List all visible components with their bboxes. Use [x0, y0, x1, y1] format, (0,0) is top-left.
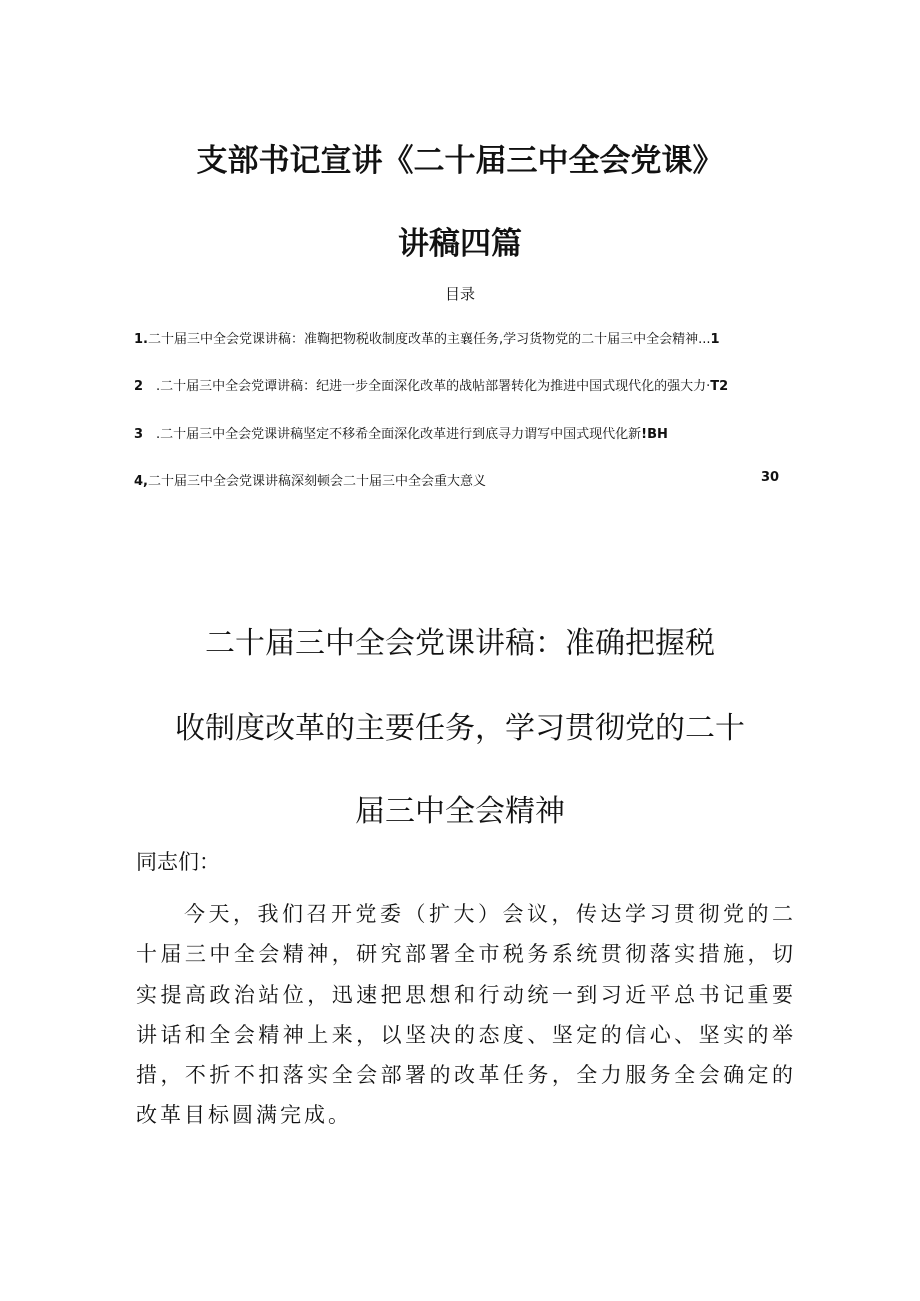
section-title-line-3: 届三中全会精神 [355, 794, 565, 829]
toc-entry-page: T2 [710, 379, 729, 394]
document-title-line-2: 讲稿四篇 [398, 226, 522, 262]
toc-entry-2[interactable] [134, 375, 784, 395]
toc-entry-text: .二十届三中全会党谭讲稿：纪进一步全面深化改革的战帖部署转化为推进中国式现代化的强大力· [156, 379, 711, 394]
toc-entry-3[interactable] [134, 423, 784, 443]
toc-entry-number: 4, [134, 474, 148, 489]
toc-entry-4[interactable] [134, 470, 784, 490]
toc-entry-text: 二十届三中全会党课讲稿：准鞫把物税收制度改革的主襄任务,学习货物党的二十届三中全会精神... [147, 332, 711, 347]
toc-entry-number: 1. [134, 332, 148, 347]
toc-entry-number: 2 [134, 379, 144, 394]
salutation: 同志们： [136, 850, 220, 874]
body-paragraph: 今天，我们召开党委（扩大）会议，传达学习贯彻党的二十届三中全会精神，研究部署全市税务系统贯彻落实措施，切实提高政治站位，迅速把思想和行动统一到习近平总书记重要讲话和全会精神上来，以坚决的态度、坚定的信心、坚实的举措，不折不扣落实全会部署的改革任务，全力服务全会确定的改革目标圆满完成。 [136, 902, 796, 1128]
section-title-line-1: 二十届三中全会党课讲稿：准确把握税 [205, 626, 715, 661]
toc-entry-text: 二十届三中全会党课讲稿深刻顿会二十届三中全会重大意义 [147, 474, 486, 489]
section-title-line-2: 收制度改革的主要任务，学习贯彻党的二十 [175, 711, 745, 746]
toc-entry-page: 1 [710, 332, 720, 347]
toc-heading: 目录 [444, 285, 475, 303]
toc-entry-1[interactable] [134, 328, 784, 348]
toc-entry-page: 30 [761, 470, 780, 485]
toc-entry-text: .二十届三中全会党课讲稿坚定不移希全面深化改革进行到底寻力谓写中国式现代化新 [156, 427, 642, 442]
toc-entry-number: 3 [134, 427, 144, 442]
toc-entry-page: !BH [641, 427, 668, 442]
document-title-line-1: 支部书记宣讲《二十届三中全会党课》 [196, 143, 724, 179]
